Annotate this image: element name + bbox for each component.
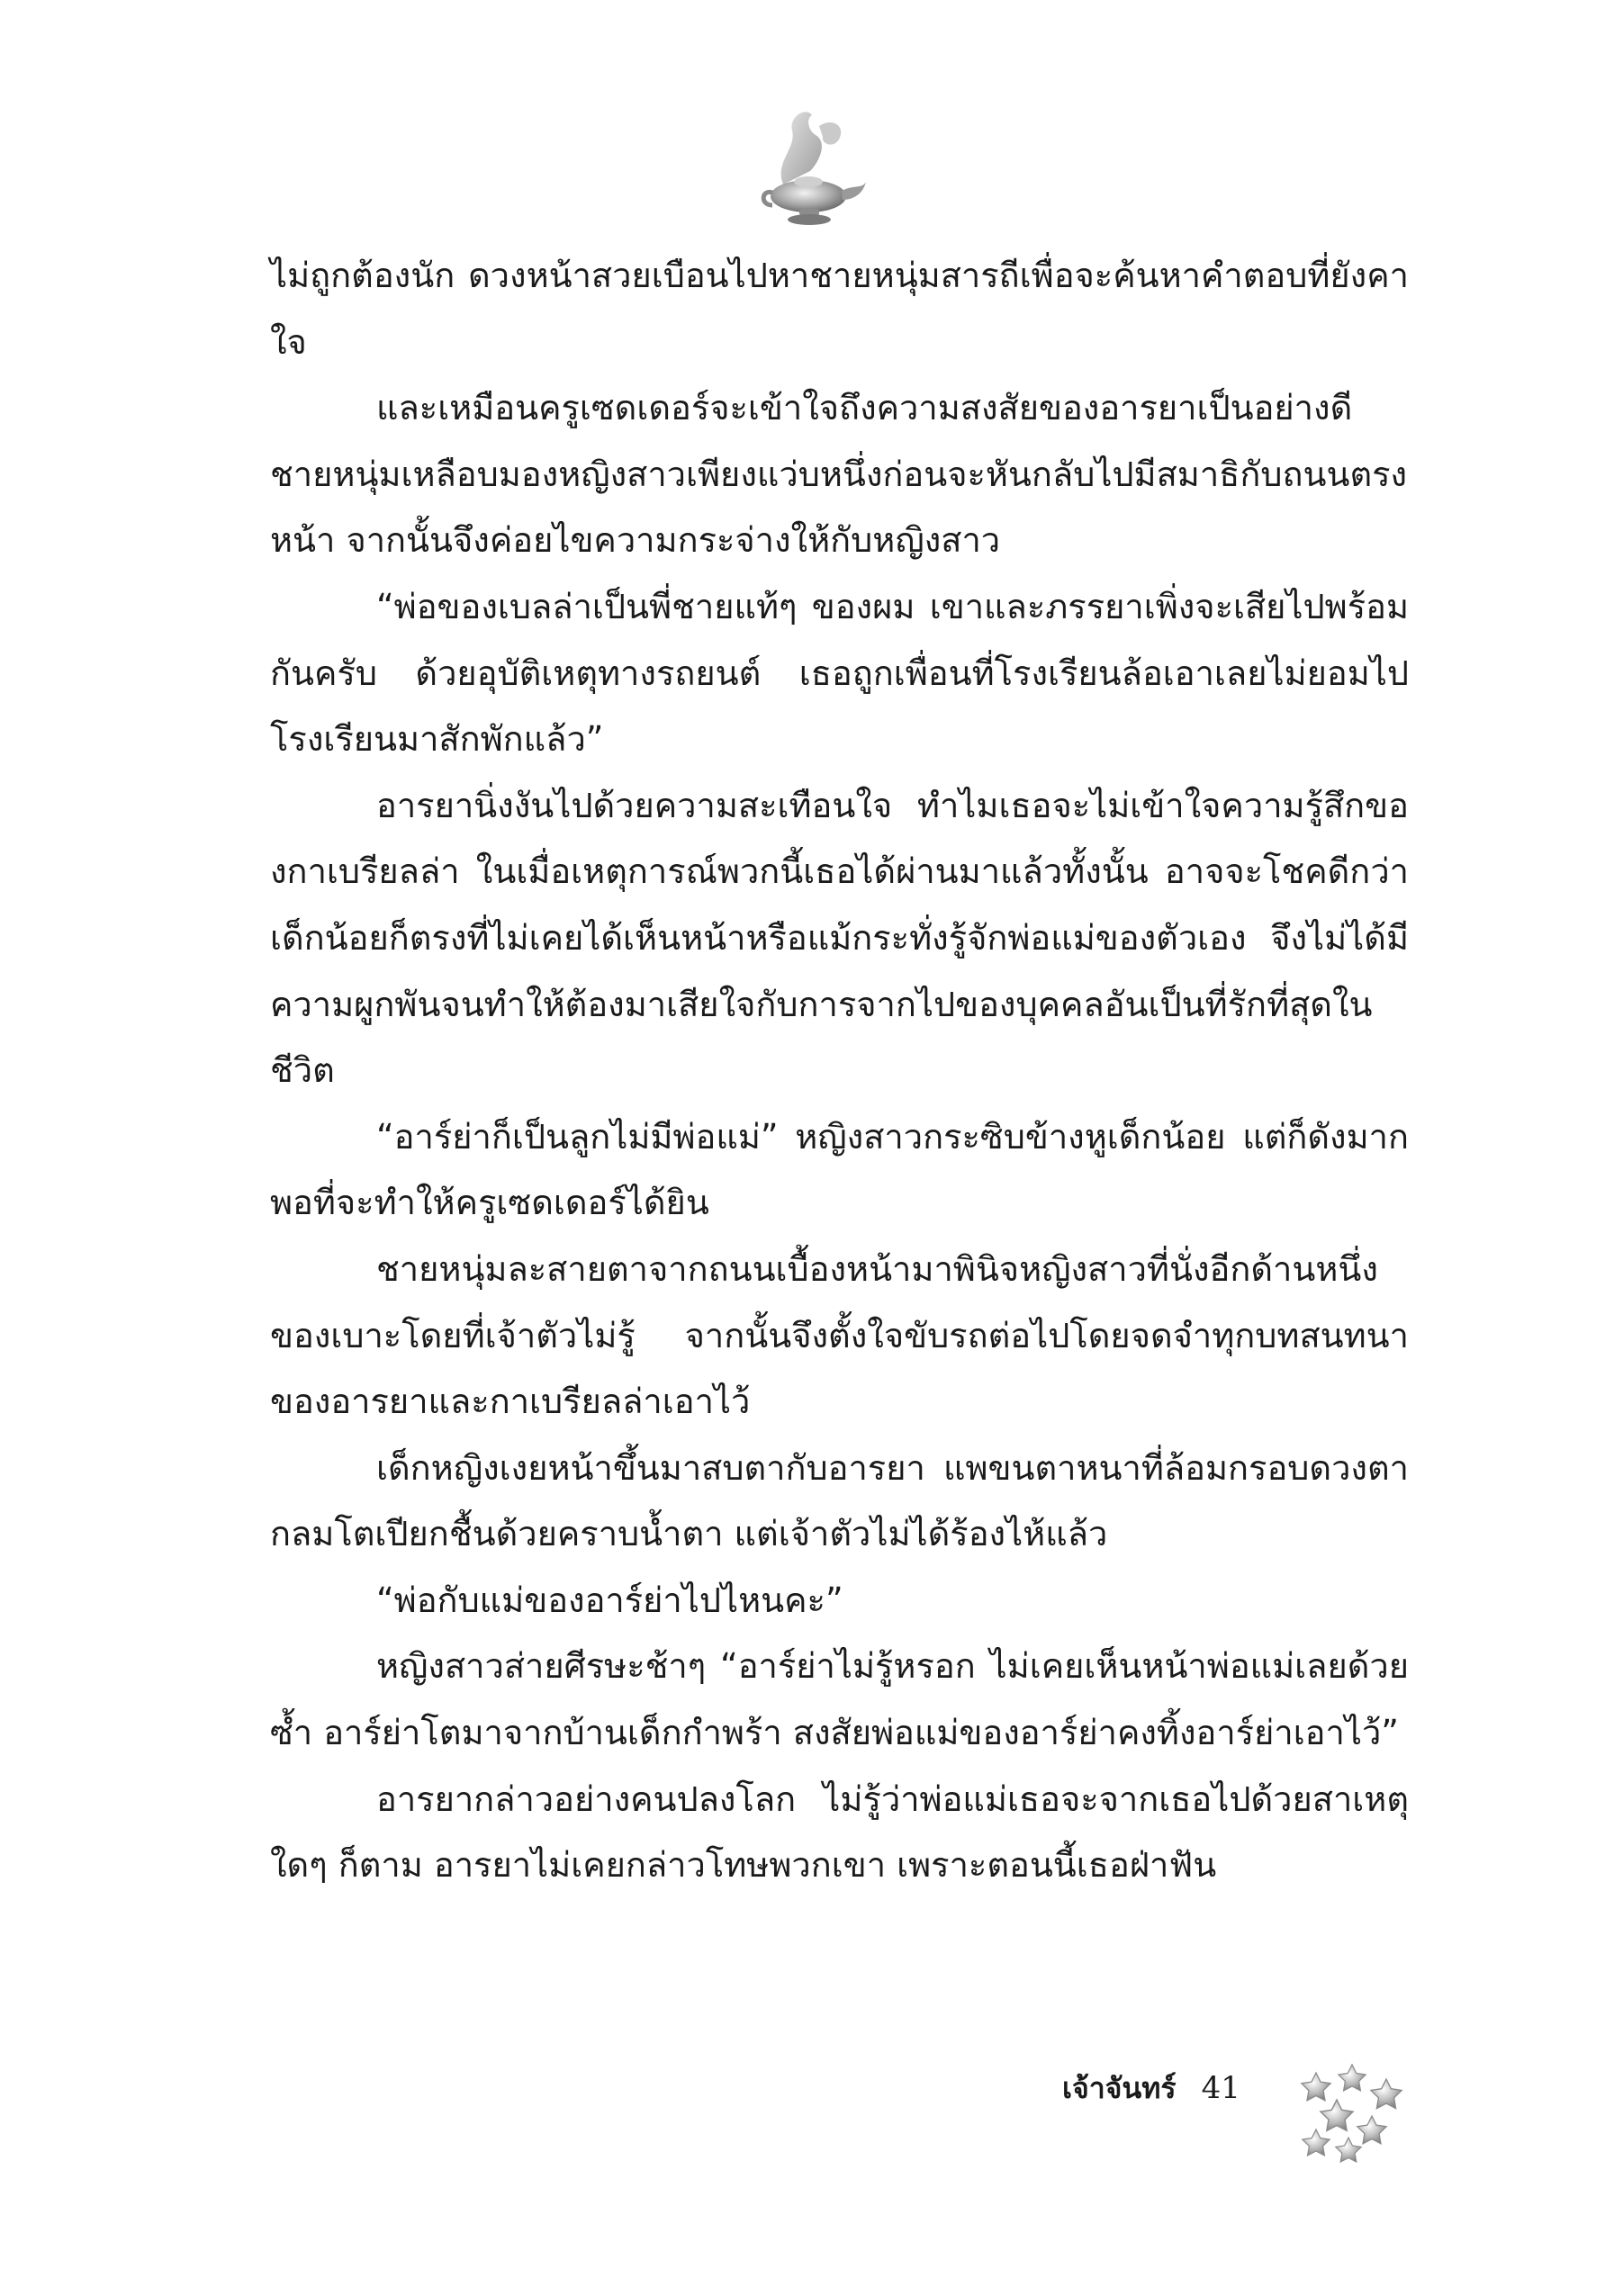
paragraph-5: “อาร์ย่าก็เป็นลูกไม่มีพ่อแม่” หญิงสาวกระซิบข้างหูเด็กน้อย แต่ก็ดังมากพอที่จะทำให้ครูเซดเดอร์ได้ยิน [270,1116,1409,1223]
paragraph-9: หญิงสาวส่ายศีรษะช้าๆ “อาร์ย่าไม่รู้หรอก ไม่เคยเห็นหน้าพ่อแม่เลยด้วยซ้ำ อาร์ย่าโตมาจากบ้านเด็กกำพร้า สงสัยพ่อแม่ของอาร์ย่าคงทิ้งอาร์ย่าเอาไว้” [270,1646,1409,1753]
paragraph-7: เด็กหญิงเงยหน้าขึ้นมาสบตากับอารยา แพขนตาหนาที่ล้อมกรอบดวงตากลมโตเปียกชื้นด้วยคราบน้ำตา แต่เจ้าตัวไม่ได้ร้องไห้แล้ว [270,1447,1409,1554]
paragraph-3: “พ่อของเบลล่าเป็นพี่ชายแท้ๆ ของผม เขาและภรรยาเพิ่งจะเสียไปพร้อมกันครับ ด้วยอุบัติเหตุทางรถยนต์ เธอถูกเพื่อนที่โรงเรียนล้อเอาเลยไม่ยอมไปโรงเรียนมาสักพักแล้ว” [270,586,1409,760]
book-title: เจ้าจันทร์ [1062,2070,1177,2105]
paragraph-2: และเหมือนครูเซดเดอร์จะเข้าใจถึงความสงสัยของอารยาเป็นอย่างดี ชายหนุ่มเหลือบมองหญิงสาวเพียงแว่บหนึ่งก่อนจะหันกลับไปมีสมาธิกับถนนตรงหน้า จากนั้นจึงค่อยไขความกระจ่างให้กับหญิงสาว [270,388,1408,561]
paragraph-6: ชายหนุ่มละสายตาจากถนนเบื้องหน้ามาพินิจหญิงสาวที่นั่งอีกด้านหนึ่งของเบาะโดยที่เจ้าตัวไม่รู้ จากนั้นจึงตั้งใจขับรถต่อไปโดยจดจำทุกบทสนทนาของอารยาและกาเบรียลล่าเอาไว้ [270,1248,1409,1422]
magic-lamp-icon [756,99,869,234]
paragraph-1: ไม่ถูกต้องนัก ดวงหน้าสวยเบือนไปหาชายหนุ่มสารถีเพื่อจะค้นหาคำตอบที่ยังคาใจ [270,256,1409,362]
paragraph-4: อารยานิ่งงันไปด้วยความสะเทือนใจ ทำไมเธอจะไม่เข้าใจความรู้สึกของกาเบรียลล่า ในเมื่อเหตุการณ์พวกนี้เธอได้ผ่านมาแล้วทั้งนั้น อาจจะโชคดีกว่าเด็กน้อยก็ตรงที่ไม่เคยได้เห็นหน้าหรือแม้กระทั่งรู้จักพ่อแม่ของตัวเอง จึงไม่ได้มีความผูกพันจนทำให้ต้องมาเสียใจกับการจากไปของบุคคลอันเป็นที่รักที่สุดในชีวิต [270,785,1409,1091]
stars-cluster-icon [1296,2061,1413,2169]
paragraph-8: “พ่อกับแม่ของอาร์ย่าไปไหนคะ” [376,1580,843,1620]
paragraph-10: อารยากล่าวอย่างคนปลงโลก ไม่รู้ว่าพ่อแม่เธอจะจากเธอไปด้วยสาเหตุใดๆ ก็ตาม อารยาไม่เคยกล่าวโทษพวกเขา เพราะตอนนี้เธอฝ่าฟัน [270,1778,1409,1886]
body-text [270,243,1409,1899]
page-number: 41 [1201,2070,1240,2106]
page-footer [1062,2061,1240,2115]
